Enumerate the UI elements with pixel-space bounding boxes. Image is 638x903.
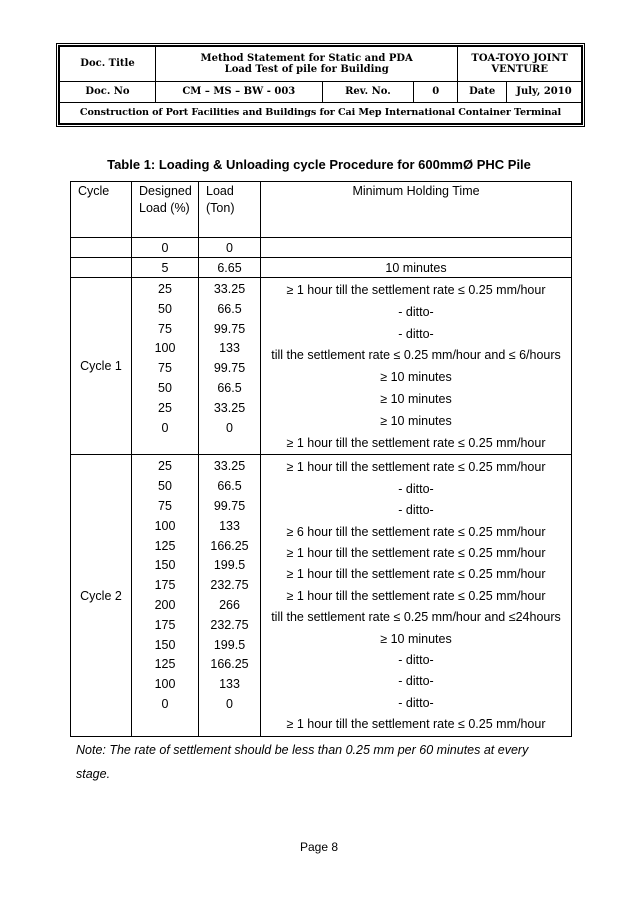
- cycle1-row: [71, 278, 572, 455]
- doc-title: [156, 47, 458, 82]
- row0-load: 0: [199, 238, 261, 258]
- cycle1-label: Cycle 1: [71, 278, 132, 455]
- holding-time-value: - ditto-: [398, 304, 434, 319]
- cycle1-load-list: [199, 278, 260, 438]
- holding-time-value: ≥ 10 minutes: [380, 413, 452, 428]
- note-line-2: stage.: [76, 767, 111, 781]
- holding-time-value: - ditto-: [398, 481, 434, 496]
- doc-title-label: Doc. Title: [60, 47, 156, 82]
- designed-load-value: 125: [154, 657, 176, 672]
- load-ton-value: 33.25: [213, 282, 246, 296]
- designed-load-value: 175: [154, 578, 176, 593]
- holding-time-value: till the settlement rate ≤ 0.25 mm/hour and ≤24hours: [271, 610, 561, 625]
- row5-designed: 5: [132, 258, 199, 278]
- company-name: TOA-TOYO JOINT VENTURE: [458, 47, 582, 82]
- designed-load-value: 100: [154, 677, 176, 692]
- project-title: Construction of Port Facilities and Buildings for Cai Mep International Container Terminal: [60, 103, 582, 124]
- designed-load-value: 50: [158, 380, 172, 395]
- designed-load-value: 75: [158, 361, 172, 376]
- designed-load-value: 100: [154, 341, 176, 356]
- load-ton-value: 199.5: [213, 558, 246, 573]
- doc-no-label: Doc. No: [60, 82, 156, 103]
- table-caption: Table 1: Loading & Unloading cycle Procedure for 600mmØ PHC Pile: [107, 157, 531, 172]
- document-header: [56, 43, 585, 127]
- designed-load-value: 150: [154, 637, 176, 652]
- header-cycle-text: Cycle: [78, 184, 110, 198]
- cycle1-designed-list: [132, 278, 198, 438]
- cycle1-min: [261, 278, 572, 455]
- rev-no-label: Rev. No.: [322, 82, 414, 103]
- designed-load-value: 50: [158, 301, 172, 316]
- load-ton-value: 66.5: [217, 479, 242, 494]
- page-number: Page 8: [299, 840, 339, 854]
- load-ton-value: 66.5: [217, 301, 242, 316]
- cycle1-min-list: [261, 278, 571, 454]
- designed-load-value: 100: [154, 518, 176, 533]
- load-ton-value: 99.75: [213, 498, 246, 513]
- cycle2-load: [199, 455, 261, 736]
- load-ton-value: 133: [219, 677, 240, 692]
- holding-time-value: ≥ 1 hour till the settlement rate ≤ 0.25 mm/hour: [286, 283, 546, 297]
- header-min-holding: [261, 182, 572, 238]
- load-ton-value: 33.25: [213, 459, 246, 474]
- settlement-note: [76, 738, 576, 786]
- holding-time-value: ≥ 1 hour till the settlement rate ≤ 0.25 mm/hour: [286, 460, 546, 475]
- holding-time-value: - ditto-: [398, 674, 434, 689]
- header-designed-load: [132, 182, 199, 238]
- cycle2-min-list: [261, 455, 571, 735]
- doc-title-line-2: Load Test of pile for Building: [224, 64, 389, 75]
- date-label: Date: [458, 82, 507, 103]
- table-row: [71, 258, 572, 278]
- note-line-1: Note: The rate of settlement should be less than 0.25 mm per 60 minutes at every: [76, 743, 529, 757]
- load-ton-value: 133: [219, 518, 240, 533]
- designed-load-value: 150: [154, 558, 176, 573]
- cycle2-label: Cycle 2: [71, 455, 132, 736]
- cycle2-row: [71, 455, 572, 736]
- load-ton-value: 266: [219, 597, 240, 612]
- rev-no: 0: [414, 82, 458, 103]
- load-ton-value: 166.25: [210, 538, 249, 553]
- holding-time-value: ≥ 6 hour till the settlement rate ≤ 0.25 mm/hour: [286, 524, 546, 539]
- designed-load-value: 0: [161, 696, 169, 711]
- load-ton-value: 66.5: [217, 380, 242, 395]
- cycle1-load: [199, 278, 261, 455]
- designed-load-value: 25: [158, 282, 172, 296]
- cycle1-designed: [132, 278, 199, 455]
- cycle2-designed: [132, 455, 199, 736]
- holding-time-value: ≥ 10 minutes: [380, 391, 452, 406]
- row0-designed: 0: [132, 238, 199, 258]
- holding-time-value: ≥ 1 hour till the settlement rate ≤ 0.25 mm/hour: [286, 588, 546, 603]
- row0-min: [261, 238, 572, 258]
- header-min-holding-text: Minimum Holding Time: [352, 184, 480, 198]
- designed-load-value: 50: [158, 479, 172, 494]
- designed-load-value: 25: [158, 400, 172, 415]
- holding-time-value: - ditto-: [398, 503, 434, 518]
- load-ton-value: 99.75: [213, 361, 246, 376]
- holding-time-value: ≥ 1 hour till the settlement rate ≤ 0.25 mm/hour: [286, 717, 546, 732]
- holding-time-value: - ditto-: [398, 326, 434, 341]
- load-ton-value: 166.25: [210, 657, 249, 672]
- holding-time-value: ≥ 1 hour till the settlement rate ≤ 0.25 mm/hour: [286, 567, 546, 582]
- header-designed-line-1: Designed: [139, 184, 192, 198]
- row5-min: 10 minutes: [261, 258, 572, 278]
- holding-time-value: ≥ 1 hour till the settlement rate ≤ 0.25 mm/hour: [286, 546, 546, 560]
- load-ton-value: 33.25: [213, 400, 246, 415]
- row5-cycle: [71, 258, 132, 278]
- holding-time-value: ≥ 1 hour till the settlement rate ≤ 0.25 mm/hour: [286, 435, 546, 450]
- designed-load-value: 75: [158, 498, 172, 513]
- cycle2-min: [261, 455, 572, 736]
- load-ton-value: 0: [226, 696, 233, 711]
- holding-time-value: ≥ 10 minutes: [380, 631, 452, 646]
- row5-load: 6.65: [199, 258, 261, 278]
- holding-time-value: ≥ 10 minutes: [380, 370, 452, 385]
- row0-cycle: [71, 238, 132, 258]
- table-row: [71, 238, 572, 258]
- load-ton-value: 133: [219, 341, 240, 356]
- holding-time-value: till the settlement rate ≤ 0.25 mm/hour and ≤ 6/hours: [271, 348, 561, 363]
- loading-cycle-table: [70, 181, 572, 737]
- table-header-row: [71, 182, 572, 238]
- header-load-line-2: (Ton): [206, 201, 235, 215]
- holding-time-value: - ditto-: [398, 653, 434, 668]
- load-ton-value: 232.75: [210, 617, 249, 632]
- header-load: [199, 182, 261, 238]
- header-designed-line-2: Load (%): [139, 201, 190, 215]
- doc-no: CM – MS – BW - 003: [156, 82, 323, 103]
- holding-time-value: - ditto-: [398, 695, 434, 710]
- cycle2-load-list: [199, 455, 260, 714]
- header-load-line-1: Load: [206, 184, 234, 198]
- load-ton-value: 232.75: [210, 578, 249, 593]
- designed-load-value: 175: [154, 617, 176, 632]
- designed-load-value: 125: [154, 538, 176, 553]
- doc-title-line-1: Method Statement for Static and PDA: [200, 52, 413, 64]
- cycle2-designed-list: [132, 455, 198, 714]
- load-ton-value: 0: [226, 420, 233, 435]
- load-ton-value: 199.5: [213, 637, 246, 652]
- designed-load-value: 75: [158, 321, 172, 336]
- designed-load-value: 0: [161, 420, 169, 435]
- date-value: July, 2010: [506, 82, 581, 103]
- designed-load-value: 200: [154, 597, 176, 612]
- load-ton-value: 99.75: [213, 321, 246, 336]
- designed-load-value: 25: [158, 459, 172, 474]
- header-cycle: [71, 182, 132, 238]
